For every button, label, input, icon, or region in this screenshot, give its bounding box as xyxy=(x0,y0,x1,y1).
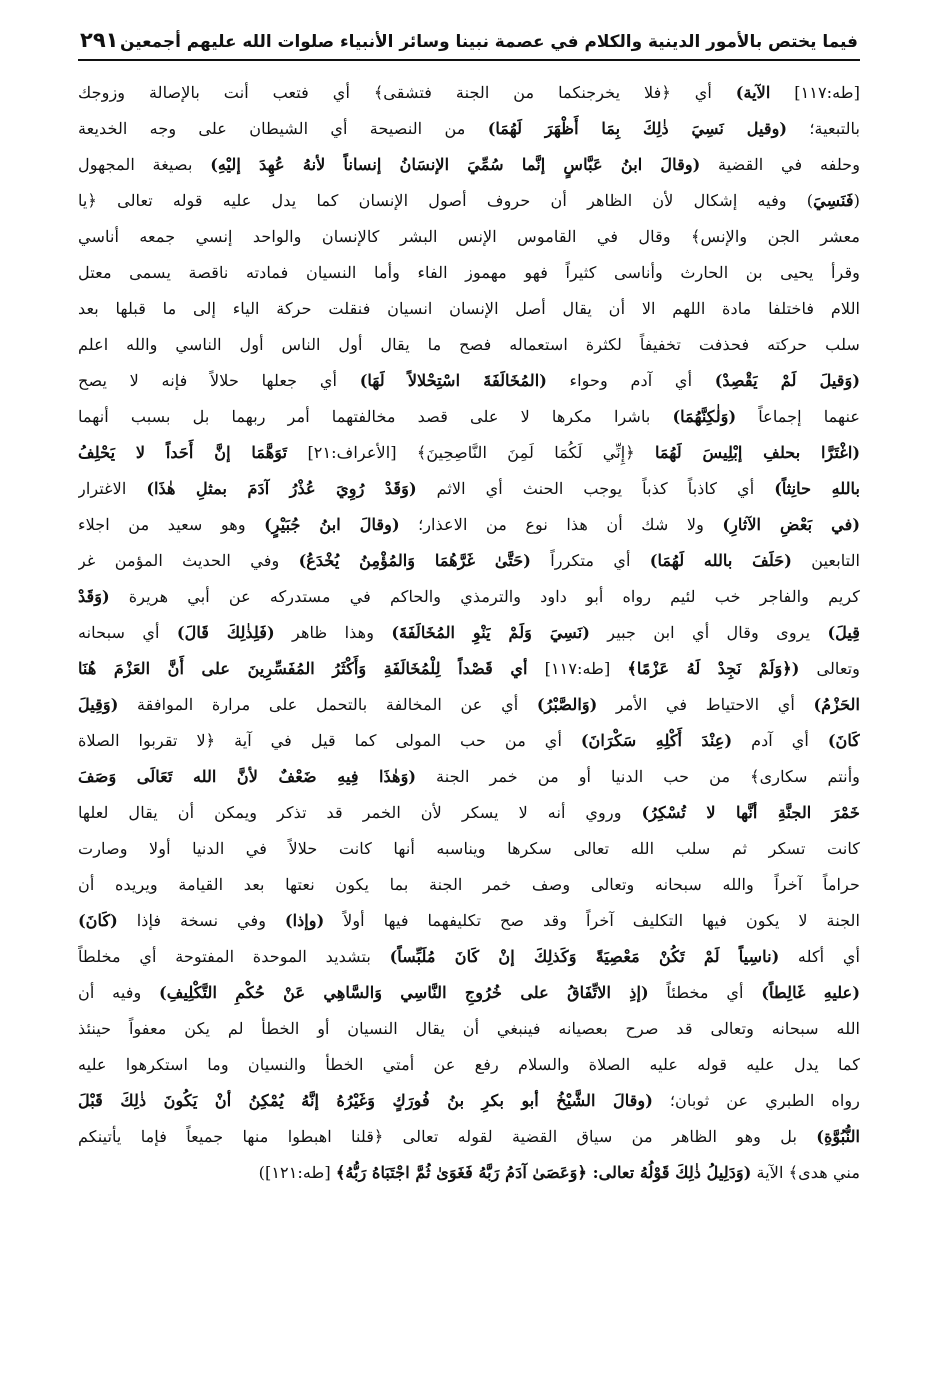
text-segment: أي متكرراً xyxy=(530,551,650,570)
bold-segment: تَوَهَّمَا إنَّ أَحَداً لا يَحْلِفُ xyxy=(78,443,288,462)
text-segment: أي عن المخالفة بالتحمل على مرارة الموافقة xyxy=(118,695,537,714)
text-line xyxy=(78,291,860,327)
text-segment: بل وهو الظاهر من سياق القضية لقوله تعالى ﴿قلنا اهبطوا منها جميعاً فإما يأتينكم xyxy=(78,1127,817,1146)
bold-segment: (إذِ الاتِّفَاقُ على خُرُوجِ النَّاسِي وَالسَّاهِي عَنْ حُكْمِ التَّكْلِيفِ) xyxy=(159,983,649,1002)
text-body xyxy=(78,75,860,1191)
text-line xyxy=(78,651,860,687)
text-line xyxy=(78,903,860,939)
text-segment: حراماً آخراً والله سبحانه وتعالى وصف خمر الجنة بما يكون نعتها بعد القيامة ويريده أن xyxy=(78,875,860,894)
text-segment: أي كاذباً كذباً يوجب الحنث أي الاثم xyxy=(416,479,775,498)
text-line xyxy=(78,795,860,831)
bold-segment: (وَدَلِيلُ ذٰلِكَ قَوْلُهُ تعالى: ﴿وَعَصَىٰ آدَمُ رَبَّهُ فَغَوَىٰ ثُمَّ اجْتَبَاهُ رَبُّهُ﴾ xyxy=(335,1163,752,1182)
text-line xyxy=(78,219,860,255)
text-segment: وحلفه في القضية xyxy=(700,155,860,174)
bold-segment: (حَلَفَ بالله لَهُمَا) xyxy=(649,551,792,570)
bold-segment: (حَتَّىٰ غَرَّهُمَا وَالمُؤْمِنُ يُخْدَعُ) xyxy=(298,551,531,570)
text-segment: كانت تسكر ثم سلب الله تعالى سكرها ويناسبه أنها كانت حلالاً في الدنيا أولا وصارت xyxy=(78,839,860,858)
bold-segment: باللهِ حانِثاً) xyxy=(774,479,860,498)
text-segment: وهذا ظاهر xyxy=(274,623,392,642)
bold-segment: (وَقَدْ xyxy=(78,587,110,606)
text-segment: الجنة لا يكون فيها التكليف آخراً وقد صح تكليفهما فيها أولاً xyxy=(324,911,860,930)
text-segment: مني هدى﴾ الآية xyxy=(751,1163,860,1182)
text-segment: يروى وقال أي ابن جبير xyxy=(589,623,828,642)
bold-segment: (وَقَدْ رُوِيَ عُذْرُ آدَمَ بمثلِ هٰذَا) xyxy=(146,479,417,498)
text-segment: ﴿إِنِّي لَكُمَا لَمِنَ النَّاصِحِينَ﴾ [الأعراف:٢١] xyxy=(287,443,655,462)
text-segment: أي من حب المولى كما قيل في آية ﴿لا تقربوا الصلاة xyxy=(78,731,581,750)
text-line xyxy=(78,75,860,111)
text-segment: وأنتم سكارى﴾ من حب الدنيا أو من خمر الجنة xyxy=(416,767,860,786)
text-segment: باشرا مكرها لا على قصد مخالفتهما أمر ربهما بل بسبب أنهما xyxy=(78,407,673,426)
page-number: ٢٩١ xyxy=(80,28,119,52)
text-segment: [طه:١٢١]) xyxy=(258,1163,336,1182)
bold-segment: (اغْتَرَّا بحلفِ إبْلِيسَ لَهُمَا xyxy=(655,443,860,462)
text-segment: بالتبعية؛ xyxy=(787,119,860,138)
text-segment: ) وفيه إشكال لأن الظاهر أن حروف أصول الإنسان كما يدل عليه قوله تعالى ﴿يا xyxy=(78,191,814,210)
text-line xyxy=(78,975,860,1011)
text-segment: [طه:١١٧] xyxy=(527,659,628,678)
text-line xyxy=(78,1047,860,1083)
text-segment: سلب حركته فحذفت تخفيفاً لكثرة استعماله فصح ما يقال أول الناس أول الناسي والله اعلم xyxy=(78,335,860,354)
text-line xyxy=(78,327,860,363)
text-line xyxy=(78,939,860,975)
text-segment: وفيه أن xyxy=(78,983,160,1002)
text-segment: أي آدم وحواء xyxy=(546,371,715,390)
bold-segment: الآية) xyxy=(735,83,771,102)
text-line xyxy=(78,183,860,219)
text-segment: وهو سعيد من اجلاء xyxy=(78,515,265,534)
text-line xyxy=(78,363,860,399)
text-segment: أي جعلها حلالاً فإنه لا يصح xyxy=(78,371,360,390)
text-segment: أي سبحانه xyxy=(78,623,177,642)
text-line xyxy=(78,435,860,471)
text-line xyxy=(78,1119,860,1155)
bold-segment: قِيلَ) xyxy=(827,623,860,642)
text-segment: أي ﴿فلا يخرجنكما من الجنة فتشقى﴾ أي فتعب أنت بالإصالة وزوجك xyxy=(78,83,736,102)
text-segment: وقرأ يحيى بن الحارث وأناسى كثيراً فهو مهموز الفاء وأما النسيان فمادته ناقصة يسمى معتل xyxy=(78,263,860,282)
bold-segment: (المُخَالَفَةَ اسْتِحْلالاً لَهَا) xyxy=(359,371,547,390)
text-line xyxy=(78,687,860,723)
bold-segment: (ناسِياً لَمْ تَكُنْ مَعْصِيَةً وَكَذلِكَ إنْ كَانَ مُلَبِّساً) xyxy=(389,947,780,966)
text-line xyxy=(78,759,860,795)
text-line xyxy=(78,1155,860,1191)
text-segment: وروي أنه لا يسكر لأن الخمر قد تذكر ويمكن أن يقال لعلها xyxy=(78,803,642,822)
text-line xyxy=(78,147,860,183)
bold-segment: (وإذا) xyxy=(284,911,325,930)
bold-segment: (عِنْدَ أَكْلِهِ سَكْرَانَ) xyxy=(580,731,733,750)
text-line xyxy=(78,1011,860,1047)
text-line xyxy=(78,507,860,543)
bold-segment: (وقالَ ابنُ جُبَيْرٍ) xyxy=(264,515,400,534)
bold-segment: (وَالصَّبْرُ) xyxy=(536,695,598,714)
running-header xyxy=(78,28,860,61)
text-segment: وفي نسخة فإذا xyxy=(117,911,285,930)
text-line xyxy=(78,255,860,291)
text-line xyxy=(78,831,860,867)
bold-segment: (وقالَ الشَّيْخُ أبو بكرِ بنُ فُورَكٍ وَغَيْرُهُ إنَّهُ يُمْكِنُ أنْ يَكُونَ ذٰلِكَ قَبْلَ xyxy=(78,1091,653,1110)
text-segment: أي آدم xyxy=(732,731,828,750)
text-segment: [طه:١١٧] xyxy=(770,83,860,102)
text-segment: ( xyxy=(853,191,860,210)
text-segment: كما يدل عليه قوله عليه الصلاة والسلام رفع عن أمتي الخطأ والنسيان وما استكرهوا عليه xyxy=(78,1055,860,1074)
text-segment: بتشديد الموحدة المفتوحة أي مخلطاً xyxy=(78,947,390,966)
text-segment: بصيغة المجهول xyxy=(78,155,211,174)
text-segment: ولا شك أن هذا نوع من الاعذار؛ xyxy=(399,515,723,534)
bold-segment: خَمْرَ الجنَّةِ أنَّها لا تُسْكِرُ) xyxy=(641,803,860,822)
text-segment: الله سبحانه وتعالى قد صرح بعصيانه فينبغي أن يقال النسيان أو الخطأ لم يكن معفواً حينئذ xyxy=(78,1019,860,1038)
bold-segment: فَنَسِيَ xyxy=(813,191,854,210)
text-line xyxy=(78,111,860,147)
text-line xyxy=(78,471,860,507)
text-line xyxy=(78,1083,860,1119)
bold-segment: النُّبُوَّةِ) xyxy=(816,1127,860,1146)
bold-segment: الحَزْمُ) xyxy=(813,695,860,714)
text-segment: وفي الحديث المؤمن غر xyxy=(78,551,299,570)
text-line xyxy=(78,399,860,435)
text-segment: عنهما إجماعاً xyxy=(736,407,860,426)
bold-segment: (نَسِيَ وَلَمْ يَنْوِ المُخَالَفَةَ) xyxy=(391,623,590,642)
text-segment: رواه الطبري عن ثوبان؛ xyxy=(652,1091,860,1110)
bold-segment: (وَقيلَ لَمْ يَقْصِدْ) xyxy=(714,371,860,390)
bold-segment: (في بَعْضِ الآثارِ) xyxy=(722,515,860,534)
bold-segment: (كَانَ) xyxy=(78,911,118,930)
bold-segment: أي قَصْداً لِلْمُخَالَفَةِ وَأَكْثَرُ المُفَسِّرِينَ على أَنَّ العَزْمَ هُنَا xyxy=(78,659,528,678)
text-segment: التابعين xyxy=(791,551,860,570)
text-segment: الاغترار xyxy=(78,479,147,498)
bold-segment: (﴿وَلَمْ نَجِدْ لَهُ عَزْمًا﴾ xyxy=(627,659,800,678)
bold-segment: (وَقِيلَ xyxy=(78,695,119,714)
text-segment: أي أكله xyxy=(779,947,860,966)
bold-segment: (فَلِذٰلِكَ قَالَ) xyxy=(176,623,275,642)
text-line xyxy=(78,579,860,615)
text-line xyxy=(78,867,860,903)
text-segment: من النصيحة أي الشيطان على وجه الخديعة xyxy=(78,119,488,138)
bold-segment: (وَهٰذَا فِيهِ ضَعْفٌ لأنَّ الله تَعَالَى وَصَفَ xyxy=(78,767,417,786)
bold-segment: (وقالَ ابنُ عَبَّاسٍ إنَّما سُمِّيَ الإنسَانُ إنساناً لأنهُ عُهِدَ إليْهِ) xyxy=(210,155,701,174)
text-segment: أي مخطئاً xyxy=(648,983,762,1002)
text-segment: أي الاحتياط في الأمر xyxy=(597,695,814,714)
bold-segment: (عليهِ غَالِطاً) xyxy=(761,983,860,1002)
text-segment: معشر الجن والإنس﴾ وقال في القاموس الإنس البشر كالإنسان والواحد إنسي جمعه أناسي xyxy=(78,227,860,246)
text-line xyxy=(78,723,860,759)
bold-segment: كَانَ) xyxy=(827,731,860,750)
text-line xyxy=(78,543,860,579)
header-title: فيما يختص بالأمور الدينية والكلام في عصمة نبينا وسائر الأنبياء صلوات الله عليهم أجمعين xyxy=(120,31,858,51)
text-line xyxy=(78,615,860,651)
bold-segment: (وَلٰكِنَّهُمَا) xyxy=(672,407,737,426)
text-segment: كريم والفاجر خب لئيم رواه أبو داود والترمذي والحاكم في مستدركه عن أبي هريرة xyxy=(109,587,860,606)
bold-segment: (وقيل نَسِيَ ذٰلِكَ بِمَا أَظْهَرَ لَهُمَا) xyxy=(487,119,788,138)
text-segment: اللام فاختلفا مادة اللهم الا أن يقال أصل الإنسان انسيان فنقلت حركة الياء إلى ما قبلها بعد xyxy=(78,299,860,318)
text-segment: وتعالى xyxy=(799,659,860,678)
